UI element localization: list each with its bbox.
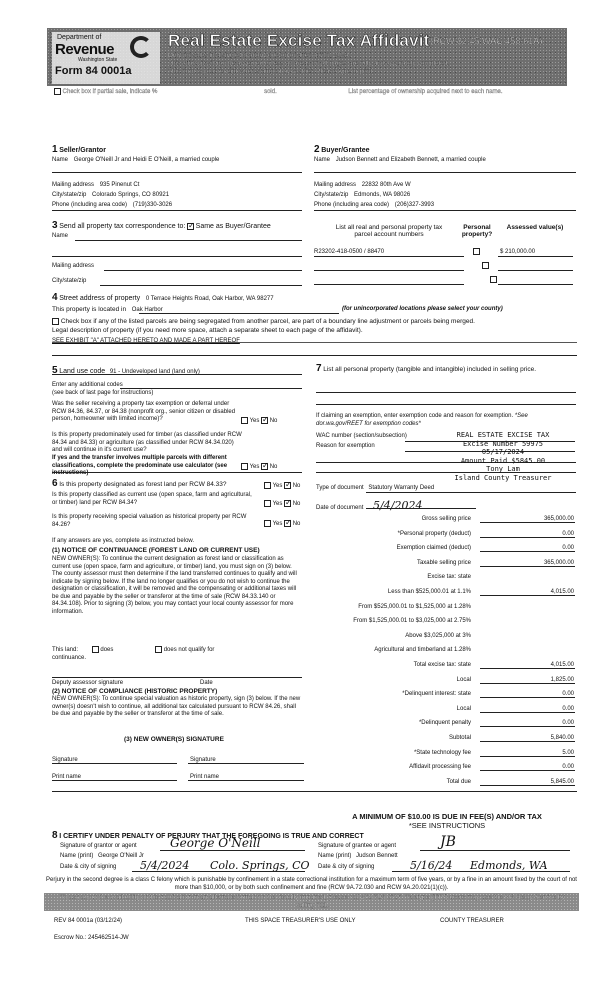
tax-row-value[interactable]: 5.00 [480,750,575,757]
tax-row-label: Gross selling price [421,516,471,522]
tax-row-value[interactable]: 1,825.00 [480,677,575,684]
tax-row [319,516,575,527]
tax-row-value[interactable]: 0.00 [480,691,575,698]
grantor-name-row: Name (print) George O'Neill Jr [60,853,144,859]
deputy-date-label: Date [200,680,213,686]
tax-row-label: Local [456,676,471,683]
divider [52,210,302,211]
located-in-field[interactable]: Oak Harbor [131,307,163,313]
forest-q2: Is this property classified as current use (open space, farm and agricultural, or timber) land per RCW 84.34? [52,492,252,506]
forest-q1-yes-no: Yes ✓ No [264,482,300,489]
forest-q1-no-checkbox[interactable] [284,482,291,489]
new-owner-signature-field-1[interactable] [52,763,177,764]
doc-date-field[interactable]: 5/4/2024 [373,499,423,512]
personal-property-field[interactable] [316,392,576,393]
continuance-label: continuance. [52,655,87,661]
exemption-question: Was the seller receiving a property tax exemption or deferral under RCW 84.36, 84.37, or 84.38 (nonprofit org., senior citizen or disabled person, homeowner with limited income)? [52,401,236,422]
personal-property-checkbox-1[interactable] [473,248,480,255]
tax-row-label: Subtotal [448,735,471,741]
q1-yes-checkbox[interactable] [241,417,248,424]
q2-no-checkbox[interactable] [261,463,268,470]
seller-section: 1 Seller/Grantor [52,144,106,155]
subtitle-1: Only for sales in a single location code on or after April 1, 2024. [168,52,351,59]
tax-row [319,574,575,585]
grantee-date-field[interactable]: 5/16/24 [410,859,453,872]
tax-row [319,647,575,658]
divider [314,256,464,257]
wac-label: WAC number (section/subsection) [316,433,407,439]
forest-q2-no-checkbox[interactable] [284,500,291,507]
tax-row [319,720,575,731]
divider [52,256,302,257]
seller-name-field[interactable]: George O'Neill Jr and Heidi E O'Neill, a married couple [73,157,220,163]
additional-codes-field[interactable] [120,388,302,389]
personal-property-heading: Personal property? [461,224,493,238]
grantor-signature[interactable]: George O'Neill [170,836,261,850]
tax-row-value[interactable]: 0.00 [480,720,575,727]
tax-row-value[interactable]: 5,840.00 [480,735,575,742]
legal-description-field[interactable]: SEE EXHIBIT "A" ATTACHED HERETO AND MADE A PART HEREOF [52,338,240,344]
parcel-number[interactable]: R23202-418-0500 / 88470 [314,249,385,255]
tax-row [319,691,575,702]
buyer-mail-field[interactable]: 22832 80th Ave W [361,182,411,188]
seller-heading: Seller/Grantor [59,147,106,154]
grantee-date-label: Date & city of signing [318,864,375,870]
parcel-heading: List all real and personal property tax parcel account numbers [335,224,443,238]
seller-phone-row: Phone (including area code) (719)330-3026 [52,202,173,208]
tax-row-label: Affidavit processing fee [409,764,471,771]
divider [498,256,573,257]
does-qualify-checkbox[interactable] [92,646,99,653]
deputy-signature-field[interactable] [52,677,302,678]
tax-row-value[interactable]: 0.00 [480,764,575,771]
q1-no-checkbox[interactable] [261,417,268,424]
sold-label: sold. [264,89,277,96]
assessed-value-heading: Assessed value(s) [506,224,564,231]
buyer-city-row: City/state/zip Edmonds, WA 98026 [314,192,411,198]
qualify-row: This land: does does not qualify for [52,647,215,654]
tax-row [319,677,575,688]
tax-row-value[interactable]: 4,015.00 [480,589,575,596]
q2-yes-no: Yes ✓ No [241,463,277,470]
seller-phone-field[interactable]: (719)330-3026 [132,202,173,208]
treasurer-stamp: REAL ESTATE EXCISE TAX Excise Number 59975 05/17/2024 Amount Paid $5845.00 Tony Lam Island County Treasurer [454,431,552,482]
doc-type-row: Type of document Statutory Warranty Deed [316,485,435,491]
reason-label: Reason for exemption [316,443,375,449]
divider [52,172,302,173]
grantee-signature[interactable]: JB [440,834,456,850]
land-use-field[interactable]: 91 - Undeveloped land (land only) [109,369,200,375]
tax-row-label: Taxable selling price [416,559,471,566]
forest-q3-yes-checkbox[interactable] [264,520,271,527]
timber-question: Is this property predominately used for timber (as classified under RCW 84.34 and 84.33) or agriculture (as classified under RCW 84.34.020) and will continue in it's current use? [52,432,242,453]
continuance-heading: (1) NOTICE OF CONTINUANCE (FOREST LAND OR CURRENT USE) [52,547,260,554]
escrow-number: Escrow No.: 245462514-JW [54,935,129,941]
does-not-qualify-checkbox[interactable] [155,646,162,653]
subtitle-3: This form is your receipt when stamped by cashier. Please type or print. [168,68,374,75]
tax-row-label: *State technology fee [413,749,471,756]
forest-q3-no-checkbox[interactable] [284,520,291,527]
forest-q3-yes-no: Yes ✓ No [264,520,300,527]
tax-row [319,662,575,673]
same-as-buyer-checkbox[interactable] [187,223,194,230]
logo-state: Washington State [78,57,118,63]
corr-city-field[interactable] [100,285,302,286]
tax-row [319,589,575,600]
tax-row [319,545,575,556]
q2-yes-checkbox[interactable] [241,463,248,470]
tax-row-label: Local [456,705,471,712]
buyer-city-field[interactable]: Edmonds, WA 98026 [354,192,411,198]
divider [132,871,305,872]
forest-q1-row: 6 Is this property designated as forest land per RCW 84.33? [52,478,227,489]
accessibility-note: To ask about the availability of this publication in an alternate format for the visually impaired, please call 360-705-6705. Teletype (TTY) users may use the WA Relay Service by calling 711. [60,894,565,909]
exemption-claim-note: If claiming an exemption, enter exemption code and reason for exemption. *See dor.wa.gov/REET for exemption codes* [316,413,528,427]
seller-mail-field[interactable]: 935 Pinenut Ct [99,182,140,188]
grantor-city-field[interactable]: Colo. Springs, CO [210,859,310,872]
rcw-reference: (RCW 82.45 WAC 458-61A) [430,36,543,46]
grantor-date-label: Date & city of signing [60,864,117,870]
q1-yes-no: Yes ✓ No [241,417,277,424]
compliance-body: NEW OWNER(S): To continue special valuation as historic property, sign (3) below. If the new owner(s) doesn't wish to continue, all additional tax calculated pursuant to RCW 84.26, shall be due and payable by the seller or transferor at the time of sale. [52,696,301,717]
tax-row [319,618,575,629]
corr-name-label: Name [52,233,69,239]
divider [366,492,576,493]
tax-row-label: From $1,525,000.01 to $3,025,000 at 2.75% [353,618,471,625]
predominate-use-question: If yes and the transfer involves multiple parcels with different classifications, complete the predominate use calculator (see instructions) [52,455,228,476]
perjury-note: Perjury in the second degree is a class C felony which is punishable by confinement in a state correctional institution for a maximum term of five years, or by a fine in an amount fixed by the court of not more than $10,000, or by both such confinement and fine (RCW 9A.72.030 and RCW 9A.20.021(1)(c)). [46,877,577,891]
tax-row [319,604,575,615]
seller-city-row: City/state/zip Colorado Springs, CO 80921 [52,192,170,198]
tax-row-label: Excise tax: state [427,574,471,581]
seller-name-row: Name George O'Neill Jr and Heidi E O'Neill, a married couple [52,157,220,163]
dor-logo [52,32,160,84]
buyer-phone-field[interactable]: (206)327-3993 [394,202,435,208]
rev-number: REV 84 0001a (03/12/24) [54,918,123,924]
tax-row-value[interactable]: 365,000.00 [480,516,575,523]
forest-q1-yes-checkbox[interactable] [264,482,271,489]
additional-codes-label: Enter any additional codes [52,382,123,388]
divider [139,313,339,314]
seller-city-field[interactable]: Colorado Springs, CO 80921 [92,192,170,198]
corr-mail-label: Mailing address [52,263,95,269]
tax-row-label: *Personal property (deduct) [397,530,471,537]
tax-row-value[interactable]: 4,015.00 [480,662,575,669]
county-treasurer-label: COUNTY TREASURER [440,918,504,924]
tax-row-value[interactable]: 365,000.00 [480,560,575,567]
tax-row [319,779,575,790]
corr-city-label: City/state/zip [52,278,87,284]
divider [420,850,570,851]
assessed-field-3[interactable] [498,284,573,285]
tax-row-value[interactable]: 0.00 [480,706,575,713]
divider [366,508,476,509]
buyer-phone-row: Phone (including area code) (206)327-3993 [314,202,435,208]
divider [160,850,305,851]
buyer-section: 2 Buyer/Grantee [314,144,370,155]
forest-q2-yes-checkbox[interactable] [264,500,271,507]
doc-type-field[interactable]: Statutory Warranty Deed [368,485,435,491]
list-pct-label: List percentage of ownership acquired next to each name. [348,89,503,96]
personal-property-checkbox-2[interactable] [482,262,489,269]
new-owner-print-field-1[interactable] [52,780,177,781]
tax-row-label: Exemption claimed (deduct) [396,545,471,552]
form-number: Form 84 0001a [55,65,132,77]
partial-sale-checkbox[interactable] [54,88,61,95]
buyer-heading: Buyer/Grantee [321,147,370,154]
located-row: This property is located in Oak Harbor (for unincorporated locations please select your county) [52,306,503,313]
tax-row [319,633,575,644]
tax-row-value[interactable]: 0.00 [480,545,575,552]
grantor-date-field[interactable]: 5/4/2024 [140,859,190,872]
new-owner-print-field-2[interactable] [188,780,304,781]
forest-q2-yes-no: Yes ✓ No [264,500,300,507]
assessed-field-2[interactable] [498,270,573,271]
new-owner-signature-field-2[interactable] [188,763,304,764]
treasurer-use-label: THIS SPACE TREASURER'S USE ONLY [245,918,356,924]
divider [314,210,576,211]
see-back-note: (see back of last page for instructions) [52,390,154,396]
assessed-value-1[interactable]: $ 210,000.00 [500,249,536,255]
segregated-checkbox[interactable] [52,318,59,325]
tax-row-value[interactable]: 5,845.00 [480,779,575,786]
divider [392,871,570,872]
divider [314,172,576,173]
street-address-field[interactable]: 0 Terrace Heights Road, Oak Harbor, WA 98277 [145,296,274,302]
tax-row-label: *Delinquent penalty [418,720,471,727]
minimum-due-note: A MINIMUM OF $10.00 IS DUE IN FEE(S) AND/OR TAX *SEE INSTRUCTIONS [352,812,542,830]
tax-row [319,706,575,717]
doc-date-row: Date of document 5/4/2024 [316,499,423,512]
form-title: Real Estate Excise Tax Affidavit [168,31,430,50]
tax-row [319,531,575,542]
grantee-name-row: Name (print) Judson Bennett [318,853,398,859]
divider [52,791,577,792]
personal-property-checkbox-3[interactable] [490,276,497,283]
divider [316,404,576,405]
tax-row-label: Agricultural and timberland at 1.28% [374,647,471,654]
tax-row-label: Above $3,025,000 at 3% [405,632,471,639]
compliance-heading: (2) NOTICE OF COMPLIANCE (HISTORIC PROPERTY) [52,688,218,695]
corr-name-field[interactable] [75,240,302,241]
logo-swirl-icon [130,36,152,58]
grantee-sig-label: Signature of grantee or agent [318,843,397,849]
continuance-body: NEW OWNER(S): To continue the current designation as forest land or classification as current use (open space, farm and agriculture, or timber) land, you must sign on (3) below. The county assessor must then determine if the land transferred continues to qualify and will indicate by signing below. If the land no longer qualifies or you do not wish to continue the designation or classification, it will be removed and the compensating or additional taxes will be due and payable by the seller or transferor at the time of sale (RCW 84.33.140 or 84.34.108). Prior to signing (3) below, you may contact your local county assessor for more information. [52,556,297,615]
grantor-name-field[interactable]: George O'Neill Jr [98,853,144,859]
divider [52,374,302,375]
parcel-field-3[interactable] [314,284,464,285]
deputy-sig-label: Deputy assessor signature [52,680,124,686]
tax-row-value[interactable]: 0.00 [480,531,575,538]
land-use-row: 5 Land use code 91 - Undeveloped land (land only) [52,365,200,376]
forest-q3: Is this property receiving special valuation as historical property per RCW 84.26? [52,514,247,528]
divider [52,355,577,356]
tax-row [319,764,575,775]
divider [52,472,302,473]
segregated-row: Check box if any of the listed parcels are being segregated from another parcel, are part of a boundary line adjustment or parcels being merged. [52,318,475,325]
buyer-mail-row: Mailing address 22832 80th Ave W [314,182,411,188]
grantee-city-field[interactable]: Edmonds, WA [470,859,548,872]
grantee-name-field[interactable]: Judson Bennett [356,853,398,859]
tax-row [319,735,575,746]
grantor-sig-label: Signature of grantor or agent [60,843,137,849]
buyer-name-field[interactable]: Judson Bennett and Elizabeth Bennett, a married couple [335,157,486,163]
tax-row-label: Total due [446,778,471,785]
answer-note: If any answers are yes, complete as instructed below. [52,538,195,544]
personal-property-row: 7 List all personal property (tangible and intangible) included in selling price. [316,363,537,374]
logo-dept: Department of [57,34,102,41]
seller-mail-row: Mailing address 935 Pinenut Ct [52,182,140,188]
subtitle-2: This affidavit will not be accepted unless all areas on all pages are fully and accurately completed. [168,60,450,67]
new-owner-signature-heading: (3) NEW OWNER(S) SIGNATURE [124,736,224,743]
buyer-name-row: Name Judson Bennett and Elizabeth Bennett, a married couple [314,157,486,163]
certify-heading-row: 8 I CERTIFY UNDER PENALTY OF PERJURY THAT THE FOREGOING IS TRUE AND CORRECT [52,830,364,841]
street-row: 4 Street address of property 0 Terrace Heights Road, Oak Harbor, WA 98277 [52,292,274,303]
corr-mail-field[interactable] [104,270,302,271]
divider [52,342,577,343]
legal-description-label: Legal description of property (if you need more space, attach a separate sheet to each page of the affidavit). [52,327,363,334]
logo-revenue: Revenue [55,41,115,58]
tax-row-label: From $525,000.01 to $1,525,000 at 1.28% [358,603,471,610]
tax-row [319,750,575,761]
partial-sale-label: Check box if partial sale, indicate % [62,89,158,96]
correspondence-row: 3 Send all property tax correspondence to: ✓ Same as Buyer/Grantee [52,220,271,231]
tax-row-label: Less than $525,000.01 at 1.1% [387,589,471,595]
tax-row-label: Total excise tax: state [413,662,471,668]
tax-row-label: *Delinquent interest: state [402,691,471,698]
tax-row [319,560,575,571]
partial-sale-row [54,88,503,95]
parcel-field-2[interactable] [314,270,464,271]
